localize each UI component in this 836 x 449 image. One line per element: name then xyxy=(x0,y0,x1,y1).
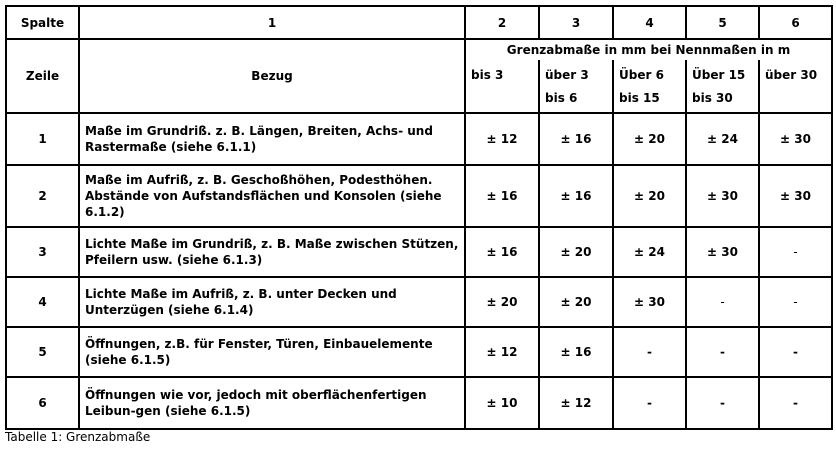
value-cell: ± 10 xyxy=(465,377,539,429)
value-cell: - xyxy=(686,377,759,429)
range-header-5: über 30 xyxy=(765,68,818,82)
table-row xyxy=(6,377,832,429)
row-bezug: Öffnungen wie vor, jedoch mit oberflächenfertigen Leibun-gen (siehe 6.1.5) xyxy=(79,377,465,429)
table-row xyxy=(6,227,832,277)
value-cell: ± 30 xyxy=(759,113,832,165)
bezug-label: Bezug xyxy=(79,39,465,113)
value-cell: - xyxy=(759,377,832,429)
table-row xyxy=(6,165,832,227)
value-cell: ± 20 xyxy=(539,277,613,327)
table-row xyxy=(6,113,832,165)
column-number-6: 6 xyxy=(759,6,832,39)
row-number: 2 xyxy=(6,165,79,227)
spalte-label: Spalte xyxy=(6,6,79,39)
range-header-1: bis 3 xyxy=(466,60,540,112)
value-cell: ± 16 xyxy=(539,165,613,227)
value-cell: - xyxy=(686,277,759,327)
value-cell: ± 16 xyxy=(539,113,613,165)
table-row xyxy=(6,327,832,377)
column-number-5: 5 xyxy=(686,6,759,39)
value-cell: ± 16 xyxy=(539,327,613,377)
row-bezug: Lichte Maße im Grundriß, z. B. Maße zwischen Stützen, Pfeilern usw. (siehe 6.1.3) xyxy=(79,227,465,277)
value-cell: - xyxy=(759,327,832,377)
row-number: 1 xyxy=(6,113,79,165)
range-header-3: Über 6 bis 15 xyxy=(614,60,687,112)
column-number-2: 2 xyxy=(465,6,539,39)
range-header-4: Über 15 bis 30 xyxy=(687,60,760,112)
value-cell: ± 30 xyxy=(613,277,686,327)
value-cell: ± 30 xyxy=(686,165,759,227)
value-cell: ± 12 xyxy=(465,327,539,377)
value-cell: ± 20 xyxy=(465,277,539,327)
value-cell: ± 24 xyxy=(686,113,759,165)
row-number: 6 xyxy=(6,377,79,429)
value-cell: - xyxy=(613,377,686,429)
value-cell: ± 30 xyxy=(759,165,832,227)
column-number-1: 1 xyxy=(79,6,465,39)
group-title: Grenzabmaße in mm bei Nennmaßen in m xyxy=(506,43,791,57)
value-cell: ± 12 xyxy=(465,113,539,165)
range-header-group xyxy=(465,39,832,113)
zeile-label: Zeile xyxy=(6,39,79,113)
row-number: 5 xyxy=(6,327,79,377)
table-caption: Tabelle 1: Grenzabmaße xyxy=(5,430,151,444)
column-number-row xyxy=(6,6,832,39)
header-row xyxy=(6,39,832,113)
range-header-2: über 3 bis 6 xyxy=(540,60,614,112)
row-number: 3 xyxy=(6,227,79,277)
value-cell: ± 16 xyxy=(465,227,539,277)
row-number: 4 xyxy=(6,277,79,327)
value-cell: - xyxy=(686,327,759,377)
value-cell: ± 20 xyxy=(539,227,613,277)
value-cell: ± 12 xyxy=(539,377,613,429)
value-cell: - xyxy=(613,327,686,377)
grenzabmasse-table xyxy=(5,5,833,430)
value-cell: ± 16 xyxy=(465,165,539,227)
row-bezug: Maße im Grundriß. z. B. Längen, Breiten, Achs- und Rastermaße (siehe 6.1.1) xyxy=(79,113,465,165)
column-number-4: 4 xyxy=(613,6,686,39)
range-headers xyxy=(466,60,831,112)
column-number-3: 3 xyxy=(539,6,613,39)
value-cell: - xyxy=(759,277,832,327)
value-cell: ± 20 xyxy=(613,113,686,165)
value-cell: ± 30 xyxy=(686,227,759,277)
row-bezug: Öffnungen, z.B. für Fenster, Türen, Einbauelemente (siehe 6.1.5) xyxy=(79,327,465,377)
table-row xyxy=(6,277,832,327)
row-bezug: Maße im Aufriß, z. B. Geschoßhöhen, Podesthöhen. Abständе von Aufstandsflächen und Konsolen (siehe 6.1.2) xyxy=(79,165,465,227)
value-cell: - xyxy=(759,227,832,277)
value-cell: ± 20 xyxy=(613,165,686,227)
value-cell: ± 24 xyxy=(613,227,686,277)
row-bezug: Lichte Maße im Aufriß, z. B. unter Decken und Unterzügen (siehe 6.1.4) xyxy=(79,277,465,327)
